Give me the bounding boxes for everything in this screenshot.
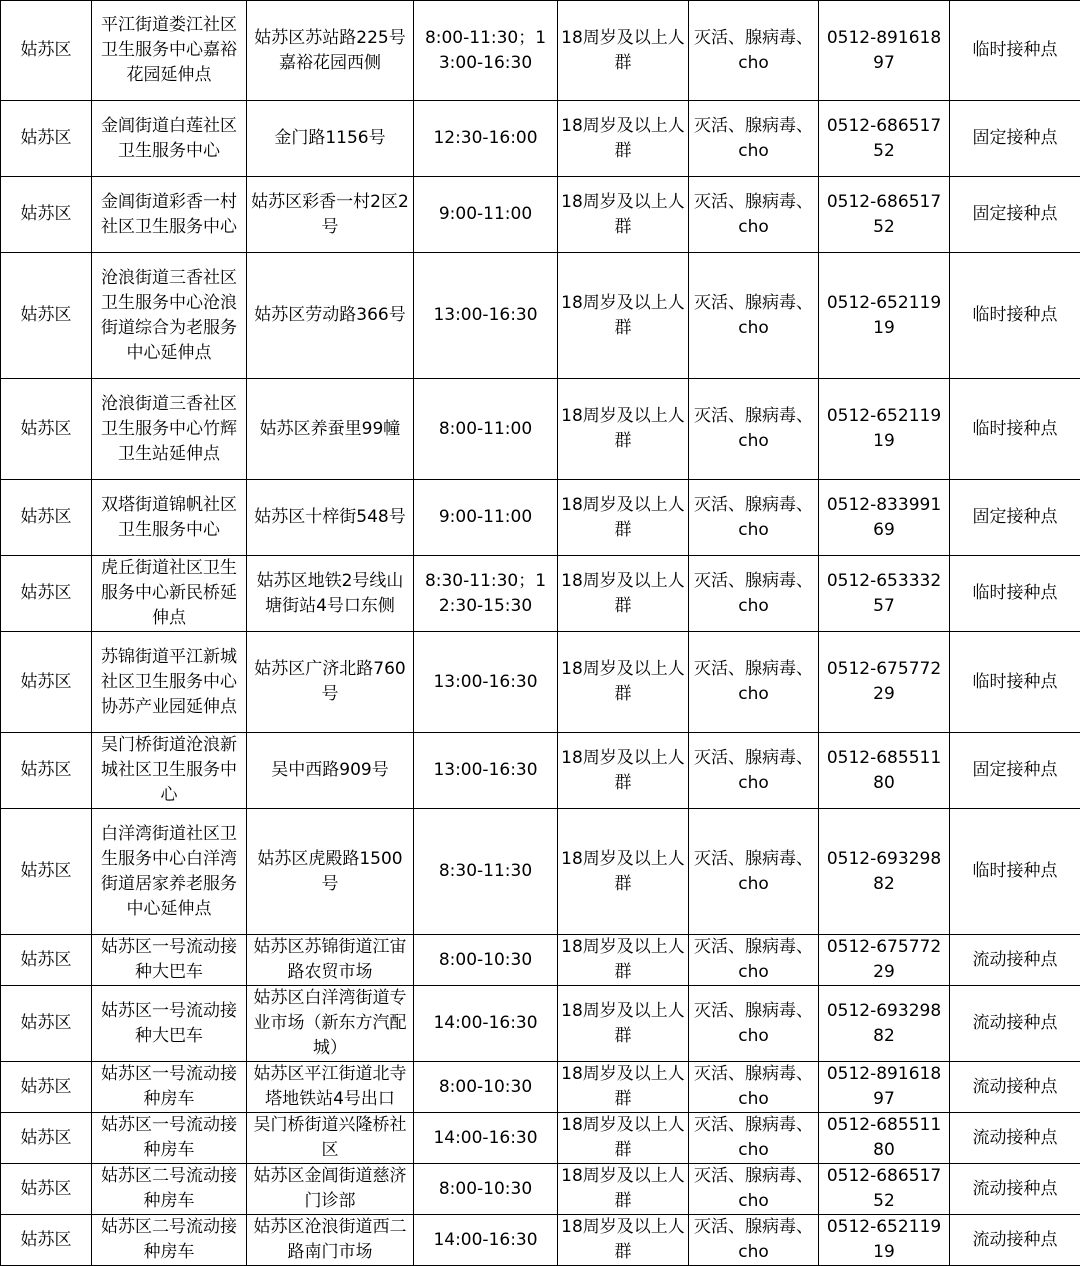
table-row bbox=[1, 1215, 1080, 1266]
table-row bbox=[1, 809, 1080, 935]
table-row bbox=[1, 1164, 1080, 1215]
service-hours-cell: 8:30-11:30；12:30-15:30 bbox=[414, 556, 558, 632]
vaccine-type-cell: 灭活、腺病毒、cho bbox=[689, 935, 819, 986]
phone-cell: 0512-68551180 bbox=[819, 1113, 950, 1164]
site-name-cell: 吴门桥街道沧浪新城社区卫生服务中心 bbox=[92, 733, 247, 809]
district-cell: 姑苏区 bbox=[1, 1, 92, 101]
address-cell: 姑苏区苏锦街道江宙路农贸市场 bbox=[247, 935, 414, 986]
target-group-cell: 18周岁及以上人群 bbox=[558, 379, 689, 480]
district-cell: 姑苏区 bbox=[1, 632, 92, 733]
address-cell: 姑苏区养蚕里99幢 bbox=[247, 379, 414, 480]
site-name-cell: 虎丘街道社区卫生服务中心新民桥延伸点 bbox=[92, 556, 247, 632]
phone-cell: 0512-69329882 bbox=[819, 986, 950, 1062]
site-name-cell: 姑苏区二号流动接种房车 bbox=[92, 1164, 247, 1215]
target-group-cell: 18周岁及以上人群 bbox=[558, 632, 689, 733]
table-row bbox=[1, 556, 1080, 632]
address-cell: 姑苏区金阊街道慈济门诊部 bbox=[247, 1164, 414, 1215]
district-cell: 姑苏区 bbox=[1, 1215, 92, 1266]
table-row bbox=[1, 986, 1080, 1062]
site-type-cell: 临时接种点 bbox=[950, 632, 1080, 733]
service-hours-cell: 8:30-11:30 bbox=[414, 809, 558, 935]
vaccine-type-cell: 灭活、腺病毒、cho bbox=[689, 1164, 819, 1215]
address-cell: 吴门桥街道兴隆桥社区 bbox=[247, 1113, 414, 1164]
phone-cell: 0512-65211919 bbox=[819, 1215, 950, 1266]
address-cell: 姑苏区地铁2号线山塘街站4号口东侧 bbox=[247, 556, 414, 632]
site-type-cell: 临时接种点 bbox=[950, 379, 1080, 480]
site-type-cell: 流动接种点 bbox=[950, 1113, 1080, 1164]
site-name-cell: 金阊街道白莲社区卫生服务中心 bbox=[92, 101, 247, 177]
vaccine-type-cell: 灭活、腺病毒、cho bbox=[689, 101, 819, 177]
table-row bbox=[1, 1062, 1080, 1113]
address-cell: 姑苏区劳动路366号 bbox=[247, 253, 414, 379]
table-row bbox=[1, 1, 1080, 101]
target-group-cell: 18周岁及以上人群 bbox=[558, 935, 689, 986]
target-group-cell: 18周岁及以上人群 bbox=[558, 733, 689, 809]
vaccine-type-cell: 灭活、腺病毒、cho bbox=[689, 480, 819, 556]
service-hours-cell: 9:00-11:00 bbox=[414, 480, 558, 556]
site-type-cell: 固定接种点 bbox=[950, 480, 1080, 556]
district-cell: 姑苏区 bbox=[1, 101, 92, 177]
site-type-cell: 固定接种点 bbox=[950, 177, 1080, 253]
vaccine-type-cell: 灭活、腺病毒、cho bbox=[689, 1113, 819, 1164]
district-cell: 姑苏区 bbox=[1, 177, 92, 253]
target-group-cell: 18周岁及以上人群 bbox=[558, 480, 689, 556]
phone-cell: 0512-83399169 bbox=[819, 480, 950, 556]
address-cell: 姑苏区彩香一村2区2号 bbox=[247, 177, 414, 253]
target-group-cell: 18周岁及以上人群 bbox=[558, 1062, 689, 1113]
district-cell: 姑苏区 bbox=[1, 379, 92, 480]
table-row bbox=[1, 101, 1080, 177]
target-group-cell: 18周岁及以上人群 bbox=[558, 809, 689, 935]
table-body bbox=[1, 1, 1080, 1266]
address-cell: 姑苏区十梓街548号 bbox=[247, 480, 414, 556]
district-cell: 姑苏区 bbox=[1, 809, 92, 935]
address-cell: 姑苏区平江街道北寺塔地铁站4号出口 bbox=[247, 1062, 414, 1113]
vaccine-type-cell: 灭活、腺病毒、cho bbox=[689, 1062, 819, 1113]
district-cell: 姑苏区 bbox=[1, 986, 92, 1062]
site-type-cell: 流动接种点 bbox=[950, 1215, 1080, 1266]
service-hours-cell: 8:00-10:30 bbox=[414, 1062, 558, 1113]
site-name-cell: 沧浪街道三香社区卫生服务中心沧浪街道综合为老服务中心延伸点 bbox=[92, 253, 247, 379]
table-row bbox=[1, 1113, 1080, 1164]
address-cell: 姑苏区沧浪街道西二路南门市场 bbox=[247, 1215, 414, 1266]
site-type-cell: 临时接种点 bbox=[950, 253, 1080, 379]
site-name-cell: 白洋湾街道社区卫生服务中心白洋湾街道居家养老服务中心延伸点 bbox=[92, 809, 247, 935]
phone-cell: 0512-68651752 bbox=[819, 1164, 950, 1215]
phone-cell: 0512-65211919 bbox=[819, 253, 950, 379]
site-type-cell: 临时接种点 bbox=[950, 809, 1080, 935]
service-hours-cell: 13:00-16:30 bbox=[414, 253, 558, 379]
target-group-cell: 18周岁及以上人群 bbox=[558, 1164, 689, 1215]
phone-cell: 0512-89161897 bbox=[819, 1062, 950, 1113]
site-name-cell: 沧浪街道三香社区卫生服务中心竹辉卫生站延伸点 bbox=[92, 379, 247, 480]
address-cell: 姑苏区白洋湾街道专业市场（新东方汽配城） bbox=[247, 986, 414, 1062]
target-group-cell: 18周岁及以上人群 bbox=[558, 1215, 689, 1266]
phone-cell: 0512-89161897 bbox=[819, 1, 950, 101]
table-row bbox=[1, 632, 1080, 733]
phone-cell: 0512-67577229 bbox=[819, 632, 950, 733]
table-row bbox=[1, 253, 1080, 379]
site-name-cell: 姑苏区一号流动接种大巴车 bbox=[92, 935, 247, 986]
vaccine-type-cell: 灭活、腺病毒、cho bbox=[689, 733, 819, 809]
phone-cell: 0512-69329882 bbox=[819, 809, 950, 935]
district-cell: 姑苏区 bbox=[1, 1113, 92, 1164]
phone-cell: 0512-68651752 bbox=[819, 177, 950, 253]
address-cell: 吴中西路909号 bbox=[247, 733, 414, 809]
district-cell: 姑苏区 bbox=[1, 935, 92, 986]
vaccine-type-cell: 灭活、腺病毒、cho bbox=[689, 632, 819, 733]
service-hours-cell: 8:00-10:30 bbox=[414, 935, 558, 986]
target-group-cell: 18周岁及以上人群 bbox=[558, 101, 689, 177]
vaccine-type-cell: 灭活、腺病毒、cho bbox=[689, 556, 819, 632]
vaccine-type-cell: 灭活、腺病毒、cho bbox=[689, 379, 819, 480]
service-hours-cell: 8:00-11:00 bbox=[414, 379, 558, 480]
site-type-cell: 流动接种点 bbox=[950, 1062, 1080, 1113]
site-type-cell: 固定接种点 bbox=[950, 733, 1080, 809]
service-hours-cell: 8:00-10:30 bbox=[414, 1164, 558, 1215]
site-type-cell: 临时接种点 bbox=[950, 556, 1080, 632]
target-group-cell: 18周岁及以上人群 bbox=[558, 177, 689, 253]
phone-cell: 0512-65333257 bbox=[819, 556, 950, 632]
site-type-cell: 临时接种点 bbox=[950, 1, 1080, 101]
site-type-cell: 流动接种点 bbox=[950, 1164, 1080, 1215]
site-name-cell: 姑苏区二号流动接种房车 bbox=[92, 1215, 247, 1266]
site-type-cell: 固定接种点 bbox=[950, 101, 1080, 177]
address-cell: 姑苏区广济北路760号 bbox=[247, 632, 414, 733]
site-name-cell: 姑苏区一号流动接种房车 bbox=[92, 1113, 247, 1164]
phone-cell: 0512-65211919 bbox=[819, 379, 950, 480]
service-hours-cell: 13:00-16:30 bbox=[414, 733, 558, 809]
target-group-cell: 18周岁及以上人群 bbox=[558, 1113, 689, 1164]
vaccine-type-cell: 灭活、腺病毒、cho bbox=[689, 1, 819, 101]
address-cell: 姑苏区虎殿路1500号 bbox=[247, 809, 414, 935]
district-cell: 姑苏区 bbox=[1, 480, 92, 556]
target-group-cell: 18周岁及以上人群 bbox=[558, 1, 689, 101]
target-group-cell: 18周岁及以上人群 bbox=[558, 253, 689, 379]
district-cell: 姑苏区 bbox=[1, 733, 92, 809]
vaccine-type-cell: 灭活、腺病毒、cho bbox=[689, 253, 819, 379]
district-cell: 姑苏区 bbox=[1, 253, 92, 379]
address-cell: 姑苏区苏站路225号嘉裕花园西侧 bbox=[247, 1, 414, 101]
service-hours-cell: 14:00-16:30 bbox=[414, 1215, 558, 1266]
site-type-cell: 流动接种点 bbox=[950, 986, 1080, 1062]
vaccine-type-cell: 灭活、腺病毒、cho bbox=[689, 177, 819, 253]
service-hours-cell: 14:00-16:30 bbox=[414, 986, 558, 1062]
site-name-cell: 金阊街道彩香一村社区卫生服务中心 bbox=[92, 177, 247, 253]
phone-cell: 0512-68651752 bbox=[819, 101, 950, 177]
service-hours-cell: 12:30-16:00 bbox=[414, 101, 558, 177]
site-name-cell: 苏锦街道平江新城社区卫生服务中心协苏产业园延伸点 bbox=[92, 632, 247, 733]
table-row bbox=[1, 480, 1080, 556]
table-row bbox=[1, 935, 1080, 986]
district-cell: 姑苏区 bbox=[1, 1164, 92, 1215]
site-name-cell: 姑苏区一号流动接种大巴车 bbox=[92, 986, 247, 1062]
phone-cell: 0512-68551180 bbox=[819, 733, 950, 809]
service-hours-cell: 13:00-16:30 bbox=[414, 632, 558, 733]
target-group-cell: 18周岁及以上人群 bbox=[558, 556, 689, 632]
site-name-cell: 平江街道娄江社区卫生服务中心嘉裕花园延伸点 bbox=[92, 1, 247, 101]
district-cell: 姑苏区 bbox=[1, 1062, 92, 1113]
district-cell: 姑苏区 bbox=[1, 556, 92, 632]
site-type-cell: 流动接种点 bbox=[950, 935, 1080, 986]
service-hours-cell: 8:00-11:30；13:00-16:30 bbox=[414, 1, 558, 101]
vaccine-type-cell: 灭活、腺病毒、cho bbox=[689, 809, 819, 935]
table-row bbox=[1, 177, 1080, 253]
service-hours-cell: 14:00-16:30 bbox=[414, 1113, 558, 1164]
site-name-cell: 双塔街道锦帆社区卫生服务中心 bbox=[92, 480, 247, 556]
vaccine-type-cell: 灭活、腺病毒、cho bbox=[689, 986, 819, 1062]
vaccine-type-cell: 灭活、腺病毒、cho bbox=[689, 1215, 819, 1266]
address-cell: 金门路1156号 bbox=[247, 101, 414, 177]
table-row bbox=[1, 379, 1080, 480]
service-hours-cell: 9:00-11:00 bbox=[414, 177, 558, 253]
site-name-cell: 姑苏区一号流动接种房车 bbox=[92, 1062, 247, 1113]
phone-cell: 0512-67577229 bbox=[819, 935, 950, 986]
table-row bbox=[1, 733, 1080, 809]
target-group-cell: 18周岁及以上人群 bbox=[558, 986, 689, 1062]
